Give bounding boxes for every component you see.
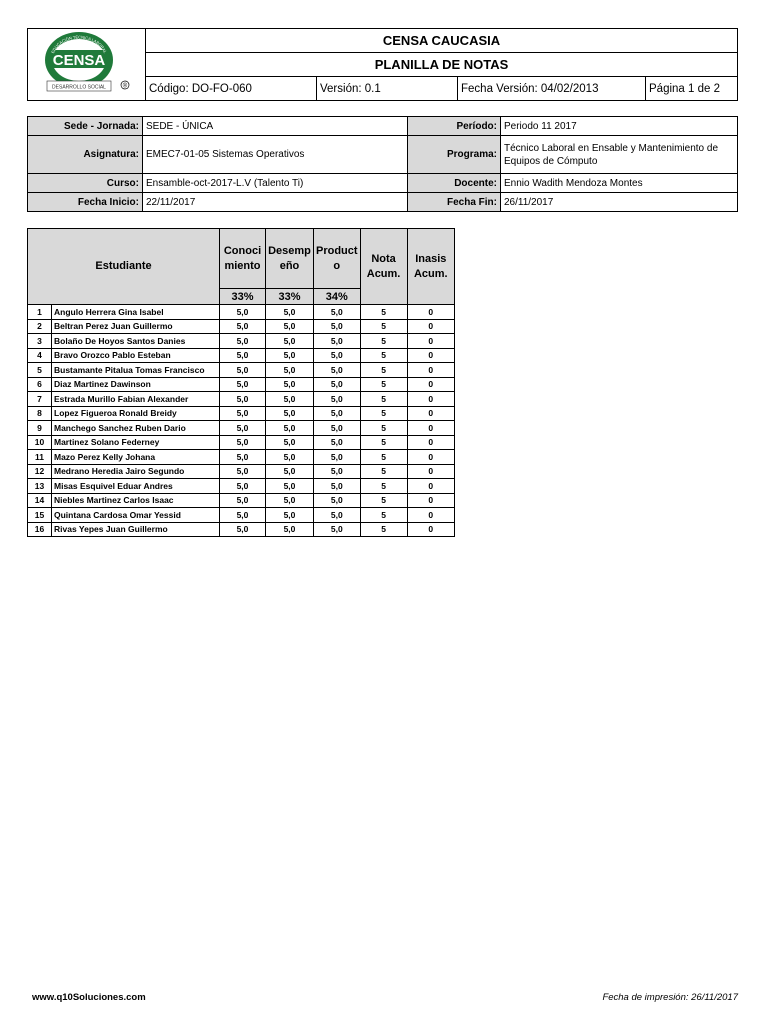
col-desempeno: Desemp eño <box>266 229 314 289</box>
nota-acum: 5 <box>360 319 407 334</box>
nota-acum: 5 <box>360 450 407 465</box>
grade-conocimiento: 5,0 <box>220 421 266 436</box>
table-row <box>28 406 455 421</box>
table-row <box>28 508 455 523</box>
col-producto: Product o <box>314 229 361 289</box>
document-header <box>27 28 738 101</box>
inasis-acum: 0 <box>407 522 454 537</box>
grade-conocimiento: 5,0 <box>220 392 266 407</box>
fecha-version: Fecha Versión: 04/02/2013 <box>458 77 646 101</box>
inasis-acum: 0 <box>407 319 454 334</box>
row-number: 2 <box>28 319 52 334</box>
grade-producto: 5,0 <box>314 377 361 392</box>
grade-desempeno: 5,0 <box>266 406 314 421</box>
logo-tagline: DESARROLLO SOCIAL <box>51 84 106 91</box>
inasis-acum: 0 <box>407 421 454 436</box>
row-number: 1 <box>28 305 52 320</box>
version: Versión: 0.1 <box>317 77 458 101</box>
student-name: Manchego Sanchez Ruben Dario <box>52 421 220 436</box>
grade-producto: 5,0 <box>314 493 361 508</box>
periodo-label: Período: <box>408 117 501 136</box>
nota-acum: 5 <box>360 522 407 537</box>
grade-conocimiento: 5,0 <box>220 305 266 320</box>
col-inasis-acum: Inasis Acum. <box>407 229 454 305</box>
grade-conocimiento: 5,0 <box>220 464 266 479</box>
grade-producto: 5,0 <box>314 508 361 523</box>
programa-label: Programa: <box>408 136 501 174</box>
docente-label: Docente: <box>408 174 501 193</box>
table-row <box>28 421 455 436</box>
fecha-fin-label: Fecha Fin: <box>408 193 501 212</box>
col-conocimiento: Conoci miento <box>220 229 266 289</box>
row-number: 13 <box>28 479 52 494</box>
nota-acum: 5 <box>360 435 407 450</box>
nota-acum: 5 <box>360 334 407 349</box>
student-name: Diaz Martinez Dawinson <box>52 377 220 392</box>
row-number: 3 <box>28 334 52 349</box>
grade-desempeno: 5,0 <box>266 508 314 523</box>
student-name: Misas Esquivel Eduar Andres <box>52 479 220 494</box>
pagina: Página 1 de 2 <box>646 77 738 101</box>
grade-desempeno: 5,0 <box>266 464 314 479</box>
grade-conocimiento: 5,0 <box>220 348 266 363</box>
row-number: 9 <box>28 421 52 436</box>
student-name: Lopez Figueroa Ronald Breidy <box>52 406 220 421</box>
grade-conocimiento: 5,0 <box>220 508 266 523</box>
row-number: 12 <box>28 464 52 479</box>
table-row <box>28 319 455 334</box>
grade-conocimiento: 5,0 <box>220 377 266 392</box>
row-number: 8 <box>28 406 52 421</box>
footer-website[interactable]: www.q10Soluciones.com <box>32 992 146 1003</box>
grade-conocimiento: 5,0 <box>220 406 266 421</box>
nota-acum: 5 <box>360 305 407 320</box>
grade-producto: 5,0 <box>314 421 361 436</box>
asignatura-label: Asignatura: <box>28 136 143 174</box>
periodo-value: Periodo 11 2017 <box>501 117 738 136</box>
grade-producto: 5,0 <box>314 334 361 349</box>
codigo: Código: DO-FO-060 <box>146 77 317 101</box>
grade-conocimiento: 5,0 <box>220 435 266 450</box>
table-row <box>28 348 455 363</box>
student-name: Rivas Yepes Juan Guillermo <box>52 522 220 537</box>
student-name: Niebles Martinez Carlos Isaac <box>52 493 220 508</box>
inasis-acum: 0 <box>407 464 454 479</box>
row-number: 6 <box>28 377 52 392</box>
row-number: 15 <box>28 508 52 523</box>
row-number: 4 <box>28 348 52 363</box>
nota-acum: 5 <box>360 464 407 479</box>
table-row <box>28 305 455 320</box>
inasis-acum: 0 <box>407 450 454 465</box>
grade-desempeno: 5,0 <box>266 392 314 407</box>
student-name: Angulo Herrera Gina Isabel <box>52 305 220 320</box>
nota-acum: 5 <box>360 493 407 508</box>
footer-print-date: Fecha de impresión: 26/11/2017 <box>602 992 738 1003</box>
nota-acum: 5 <box>360 392 407 407</box>
inasis-acum: 0 <box>407 435 454 450</box>
student-name: Medrano Heredia Jairo Segundo <box>52 464 220 479</box>
table-row <box>28 450 455 465</box>
grade-producto: 5,0 <box>314 522 361 537</box>
nota-acum: 5 <box>360 508 407 523</box>
nota-acum: 5 <box>360 479 407 494</box>
inasis-acum: 0 <box>407 377 454 392</box>
grade-conocimiento: 5,0 <box>220 319 266 334</box>
table-row <box>28 479 455 494</box>
grades-table <box>27 228 455 537</box>
censa-logo <box>37 29 137 95</box>
grade-conocimiento: 5,0 <box>220 363 266 378</box>
logo-arc-text: EDUCACIÓN TÉCNICA LABORAL <box>49 34 108 54</box>
sede-value: SEDE - ÚNICA <box>143 117 408 136</box>
fecha-fin-value: 26/11/2017 <box>501 193 738 212</box>
row-number: 14 <box>28 493 52 508</box>
table-row <box>28 334 455 349</box>
inasis-acum: 0 <box>407 305 454 320</box>
grade-desempeno: 5,0 <box>266 334 314 349</box>
grade-producto: 5,0 <box>314 363 361 378</box>
nota-acum: 5 <box>360 406 407 421</box>
student-name: Mazo Perez Kelly Johana <box>52 450 220 465</box>
row-number: 7 <box>28 392 52 407</box>
grade-producto: 5,0 <box>314 319 361 334</box>
student-name: Martinez Solano Federney <box>52 435 220 450</box>
grade-conocimiento: 5,0 <box>220 334 266 349</box>
student-name: Bustamante Pitalua Tomas Francisco <box>52 363 220 378</box>
asignatura-value: EMEC7-01-05 Sistemas Operativos <box>143 136 408 174</box>
grade-producto: 5,0 <box>314 450 361 465</box>
inasis-acum: 0 <box>407 334 454 349</box>
grade-desempeno: 5,0 <box>266 363 314 378</box>
grade-producto: 5,0 <box>314 392 361 407</box>
logo-wordmark: CENSA <box>52 52 105 69</box>
pct-producto: 34% <box>314 289 361 305</box>
grade-desempeno: 5,0 <box>266 348 314 363</box>
grade-desempeno: 5,0 <box>266 479 314 494</box>
pct-desempeno: 33% <box>266 289 314 305</box>
sede-label: Sede - Jornada: <box>28 117 143 136</box>
student-name: Bolaño De Hoyos Santos Danies <box>52 334 220 349</box>
grade-desempeno: 5,0 <box>266 377 314 392</box>
table-row <box>28 377 455 392</box>
course-info <box>27 116 738 212</box>
grade-desempeno: 5,0 <box>266 319 314 334</box>
table-row <box>28 363 455 378</box>
logo-cell <box>28 29 146 101</box>
student-name: Beltran Perez Juan Guillermo <box>52 319 220 334</box>
col-estudiante: Estudiante <box>28 229 220 305</box>
table-row <box>28 464 455 479</box>
inasis-acum: 0 <box>407 508 454 523</box>
row-number: 10 <box>28 435 52 450</box>
inasis-acum: 0 <box>407 363 454 378</box>
fecha-inicio-label: Fecha Inicio: <box>28 193 143 212</box>
grade-conocimiento: 5,0 <box>220 522 266 537</box>
nota-acum: 5 <box>360 421 407 436</box>
student-name: Bravo Orozco Pablo Esteban <box>52 348 220 363</box>
grade-desempeno: 5,0 <box>266 450 314 465</box>
inasis-acum: 0 <box>407 392 454 407</box>
org-name: CENSA CAUCASIA <box>146 29 738 53</box>
inasis-acum: 0 <box>407 479 454 494</box>
grade-desempeno: 5,0 <box>266 421 314 436</box>
curso-label: Curso: <box>28 174 143 193</box>
student-name: Estrada Murillo Fabian Alexander <box>52 392 220 407</box>
row-number: 11 <box>28 450 52 465</box>
grade-producto: 5,0 <box>314 305 361 320</box>
programa-value: Técnico Laboral en Ensable y Mantenimiento de Equipos de Cómputo <box>501 136 738 174</box>
table-row <box>28 493 455 508</box>
grade-producto: 5,0 <box>314 406 361 421</box>
grade-producto: 5,0 <box>314 348 361 363</box>
grade-conocimiento: 5,0 <box>220 479 266 494</box>
document-title: PLANILLA DE NOTAS <box>146 53 738 77</box>
col-nota-acum: Nota Acum. <box>360 229 407 305</box>
grade-producto: 5,0 <box>314 479 361 494</box>
grade-desempeno: 5,0 <box>266 305 314 320</box>
grade-producto: 5,0 <box>314 464 361 479</box>
grade-rows <box>28 305 455 537</box>
grade-conocimiento: 5,0 <box>220 493 266 508</box>
table-row <box>28 392 455 407</box>
row-number: 16 <box>28 522 52 537</box>
curso-value: Ensamble-oct-2017-L.V (Talento Ti) <box>143 174 408 193</box>
table-row <box>28 522 455 537</box>
grade-producto: 5,0 <box>314 435 361 450</box>
registered-mark: ® <box>122 83 127 90</box>
table-row <box>28 435 455 450</box>
nota-acum: 5 <box>360 348 407 363</box>
nota-acum: 5 <box>360 377 407 392</box>
docente-value: Ennio Wadith Mendoza Montes <box>501 174 738 193</box>
pct-conocimiento: 33% <box>220 289 266 305</box>
grade-desempeno: 5,0 <box>266 493 314 508</box>
grade-desempeno: 5,0 <box>266 522 314 537</box>
nota-acum: 5 <box>360 363 407 378</box>
grade-desempeno: 5,0 <box>266 435 314 450</box>
inasis-acum: 0 <box>407 493 454 508</box>
student-name: Quintana Cardosa Omar Yessid <box>52 508 220 523</box>
inasis-acum: 0 <box>407 348 454 363</box>
grade-conocimiento: 5,0 <box>220 450 266 465</box>
fecha-inicio-value: 22/11/2017 <box>143 193 408 212</box>
inasis-acum: 0 <box>407 406 454 421</box>
row-number: 5 <box>28 363 52 378</box>
